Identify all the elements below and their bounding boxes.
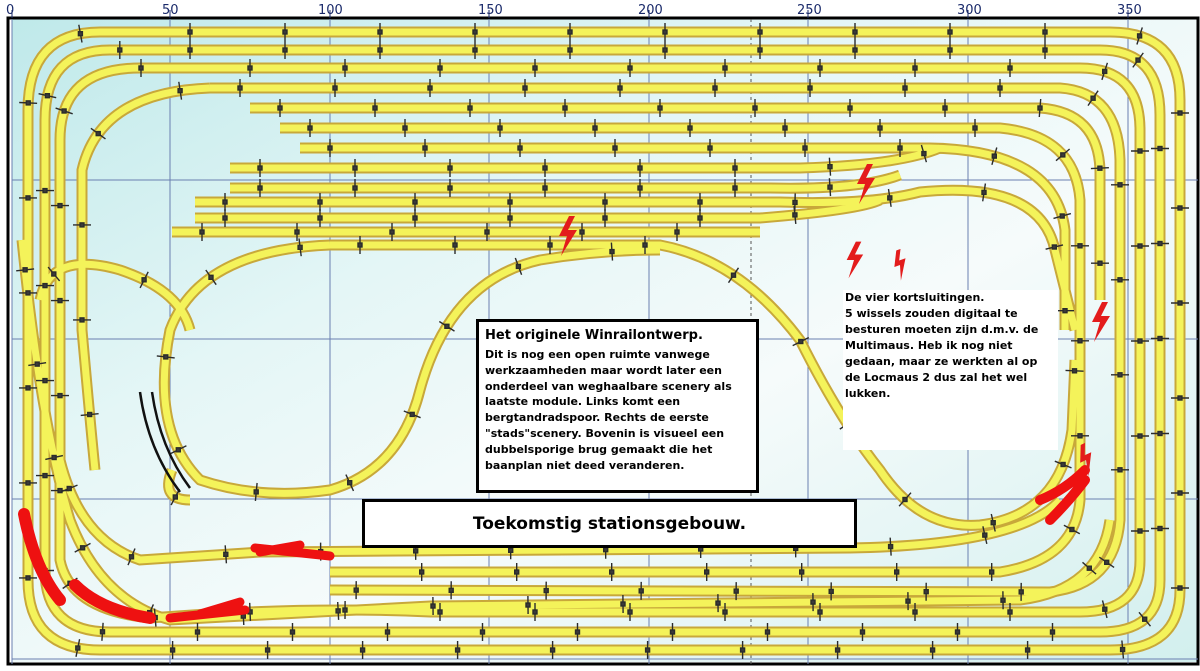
track-joint-marker: [1136, 58, 1140, 62]
design-note-line: Dit is nog een open ruimte vanwege: [485, 348, 710, 361]
track-joint-marker: [800, 570, 804, 574]
track-joint-marker: [26, 101, 30, 105]
track-joint-marker: [543, 166, 547, 170]
track-joint-marker: [924, 590, 928, 594]
ruler-label-350: 350: [1117, 3, 1142, 18]
ruler-label-300: 300: [957, 3, 982, 18]
track-joint-marker: [580, 230, 584, 234]
track-joint-marker: [1078, 339, 1082, 343]
track-joint-marker: [1118, 183, 1122, 187]
track-joint-marker: [258, 186, 262, 190]
track-joint-marker: [52, 272, 56, 276]
track-joint-marker: [628, 66, 632, 70]
track-joint-marker: [171, 648, 175, 652]
design-note-line: baanplan niet deed veranderen.: [485, 458, 685, 472]
track-joint-marker: [224, 552, 228, 556]
track-joint-marker: [62, 109, 66, 113]
track-joint-marker: [758, 30, 762, 34]
track-joint-marker: [164, 355, 168, 359]
track-joint-marker: [618, 86, 622, 90]
track-joint-marker: [254, 490, 258, 494]
track-joint-marker: [80, 223, 84, 227]
track-joint-marker: [343, 66, 347, 70]
track-joint-marker: [1052, 245, 1056, 249]
track-joint-marker: [508, 216, 512, 220]
track-joint-marker: [544, 589, 548, 593]
track-joint-marker: [848, 106, 852, 110]
track-joint-marker: [982, 190, 986, 194]
track-joint-marker: [1070, 528, 1074, 532]
track-joint-marker: [1118, 468, 1122, 472]
track-joint-marker: [1143, 617, 1147, 621]
track-joint-marker: [414, 549, 418, 553]
track-joint-marker: [1158, 432, 1162, 436]
track-joint-marker: [613, 146, 617, 150]
track-joint-marker: [118, 48, 122, 52]
track-joint-marker: [328, 146, 332, 150]
track-joint-marker: [78, 32, 82, 36]
track-joint-marker: [278, 106, 282, 110]
track-joint-marker: [43, 379, 47, 383]
track-joint-marker: [295, 230, 299, 234]
track-joint-marker: [603, 200, 607, 204]
track-joint-marker: [1078, 434, 1082, 438]
track-joint-marker: [568, 30, 572, 34]
track-joint-marker: [1098, 261, 1102, 265]
track-joint-marker: [1008, 610, 1012, 614]
track-joint-marker: [643, 243, 647, 247]
track-joint-marker: [445, 324, 449, 328]
short-circuit-note-line: De vier kortsluitingen.: [845, 291, 985, 304]
track-joint-marker: [568, 48, 572, 52]
track-joint-marker: [705, 570, 709, 574]
track-joint-marker: [1158, 147, 1162, 151]
design-note-box: [476, 319, 759, 493]
track-joint-marker: [671, 630, 675, 634]
track-joint-marker: [593, 126, 597, 130]
short-circuit-note-line: de Locmaus 2 dus zal het wel: [845, 371, 1028, 384]
short-circuit-note-line: gedaan, maar ze werkten al op: [845, 355, 1038, 368]
track-joint-marker: [943, 106, 947, 110]
track-joint-marker: [1121, 648, 1125, 652]
track-joint-marker: [1103, 69, 1107, 73]
track-joint-marker: [176, 448, 180, 452]
track-joint-marker: [610, 250, 614, 254]
track-joint-marker: [361, 648, 365, 652]
track-joint-marker: [1118, 278, 1122, 282]
track-joint-marker: [723, 66, 727, 70]
track-joint-marker: [298, 245, 302, 249]
track-joint-marker: [283, 30, 287, 34]
track-joint-marker: [913, 610, 917, 614]
track-joint-marker: [903, 498, 907, 502]
track-joint-marker: [563, 106, 567, 110]
track-joint-marker: [829, 589, 833, 593]
track-joint-marker: [604, 548, 608, 552]
track-joint-marker: [956, 630, 960, 634]
track-joint-marker: [853, 48, 857, 52]
track-joint-marker: [43, 189, 47, 193]
track-joint-marker: [318, 216, 322, 220]
track-joint-marker: [1098, 166, 1102, 170]
track-joint-marker: [130, 555, 134, 559]
track-joint-marker: [853, 30, 857, 34]
track-joint-marker: [456, 648, 460, 652]
track-joint-marker: [922, 152, 926, 156]
track-joint-marker: [449, 588, 453, 592]
track-joint-marker: [58, 204, 62, 208]
track-joint-marker: [991, 521, 995, 525]
track-joint-marker: [343, 608, 347, 612]
track-joint-marker: [990, 570, 994, 574]
track-joint-marker: [913, 66, 917, 70]
track-joint-marker: [413, 200, 417, 204]
design-note-line: dubbelsporige brug gemaakt die het: [485, 442, 713, 456]
track-joint-marker: [209, 275, 213, 279]
track-joint-marker: [548, 243, 552, 247]
track-joint-marker: [698, 200, 702, 204]
track-joint-marker: [1178, 491, 1182, 495]
track-joint-marker: [1060, 214, 1064, 218]
track-joint-marker: [793, 213, 797, 217]
design-note-line: werkzaamheden maar wordt later een: [485, 363, 722, 377]
track-joint-marker: [621, 602, 625, 606]
ruler-label-250: 250: [797, 3, 822, 18]
track-joint-marker: [1158, 242, 1162, 246]
track-joint-marker: [1061, 463, 1065, 467]
track-joint-marker: [43, 284, 47, 288]
track-joint-marker: [708, 146, 712, 150]
track-joint-marker: [783, 126, 787, 130]
track-joint-marker: [96, 132, 100, 136]
short-circuit-note-line: Multimaus. Heb ik nog niet: [845, 339, 1013, 352]
track-joint-marker: [88, 413, 92, 417]
track-joint-marker: [101, 630, 105, 634]
track-joint-marker: [753, 106, 757, 110]
track-joint-marker: [1078, 244, 1082, 248]
track-joint-marker: [734, 589, 738, 593]
design-note-line: onderdeel van weghaalbare scenery als: [485, 379, 732, 393]
track-joint-marker: [1008, 66, 1012, 70]
track-joint-marker: [139, 66, 143, 70]
short-circuit-note-line: 5 wissels zouden digitaal te: [845, 307, 1018, 320]
track-joint-marker: [26, 576, 30, 580]
track-joint-marker: [81, 546, 85, 550]
track-joint-marker: [378, 48, 382, 52]
track-joint-marker: [516, 264, 520, 268]
track-joint-marker: [196, 630, 200, 634]
track-joint-marker: [428, 86, 432, 90]
track-joint-marker: [1138, 149, 1142, 153]
track-joint-marker: [793, 200, 797, 204]
track-joint-marker: [610, 570, 614, 574]
track-joint-marker: [1038, 106, 1042, 110]
track-joint-marker: [1043, 30, 1047, 34]
track-joint-marker: [675, 230, 679, 234]
track-joint-marker: [1105, 560, 1109, 564]
track-joint-marker: [1043, 48, 1047, 52]
track-joint-marker: [948, 48, 952, 52]
track-joint-marker: [58, 394, 62, 398]
track-joint-marker: [1061, 153, 1065, 157]
track-joint-marker: [438, 610, 442, 614]
track-joint-marker: [1091, 96, 1095, 100]
track-joint-marker: [888, 196, 892, 200]
track-joint-marker: [818, 610, 822, 614]
track-joint-marker: [353, 186, 357, 190]
track-joint-marker: [473, 30, 477, 34]
track-joint-marker: [1158, 527, 1162, 531]
track-joint-marker: [1073, 369, 1077, 373]
track-joint-marker: [318, 200, 322, 204]
track-joint-marker: [188, 30, 192, 34]
track-joint-marker: [223, 216, 227, 220]
track-joint-marker: [1178, 111, 1182, 115]
track-joint-marker: [983, 533, 987, 537]
track-joint-marker: [413, 216, 417, 220]
short-circuit-note-line: besturen moeten zijn d.m.v. de: [845, 323, 1039, 336]
track-joint-marker: [390, 230, 394, 234]
track-joint-marker: [1158, 337, 1162, 341]
track-joint-marker: [576, 630, 580, 634]
track-joint-marker: [485, 230, 489, 234]
ruler-label-150: 150: [478, 3, 503, 18]
short-circuit-note-line: lukken.: [845, 387, 891, 400]
track-joint-marker: [448, 186, 452, 190]
track-joint-marker: [543, 186, 547, 190]
track-joint-marker: [43, 474, 47, 478]
track-joint-marker: [348, 481, 352, 485]
track-joint-marker: [733, 186, 737, 190]
track-joint-marker: [1178, 586, 1182, 590]
track-joint-marker: [52, 456, 56, 460]
track-joint-marker: [898, 146, 902, 150]
track-joint-marker: [515, 570, 519, 574]
track-joint-marker: [741, 648, 745, 652]
track-joint-marker: [200, 230, 204, 234]
track-joint-marker: [354, 588, 358, 592]
track-joint-marker: [906, 599, 910, 603]
track-joint-marker: [333, 86, 337, 90]
track-joint-marker: [35, 362, 39, 366]
track-joint-marker: [803, 146, 807, 150]
track-joint-marker: [1019, 590, 1023, 594]
track-joint-marker: [80, 318, 84, 322]
track-joint-marker: [931, 648, 935, 652]
track-joint-marker: [1138, 339, 1142, 343]
track-joint-marker: [58, 299, 62, 303]
ruler-label-0: 0: [6, 3, 15, 18]
track-joint-marker: [723, 610, 727, 614]
track-joint-marker: [818, 66, 822, 70]
track-joint-marker: [67, 487, 71, 491]
track-joint-marker: [1138, 34, 1142, 38]
track-joint-marker: [658, 106, 662, 110]
track-joint-marker: [518, 146, 522, 150]
track-joint-marker: [1178, 396, 1182, 400]
track-joint-marker: [889, 545, 893, 549]
track-joint-marker: [639, 589, 643, 593]
track-joint-marker: [509, 548, 513, 552]
track-joint-marker: [646, 648, 650, 652]
track-joint-marker: [76, 646, 80, 650]
track-joint-marker: [523, 86, 527, 90]
track-joint-marker: [498, 126, 502, 130]
ruler-label-50: 50: [162, 3, 179, 18]
track-joint-marker: [1178, 301, 1182, 305]
track-joint-marker: [26, 386, 30, 390]
track-joint-marker: [766, 630, 770, 634]
track-joint-marker: [1063, 309, 1067, 313]
track-joint-marker: [26, 291, 30, 295]
track-joint-marker: [223, 200, 227, 204]
track-joint-marker: [836, 648, 840, 652]
track-joint-marker: [1178, 206, 1182, 210]
track-joint-marker: [481, 630, 485, 634]
track-joint-marker: [878, 126, 882, 130]
design-note-line: bergtandradspoor. Rechts de eerste: [485, 411, 709, 425]
track-joint-marker: [733, 166, 737, 170]
track-joint-marker: [386, 630, 390, 634]
track-joint-marker: [248, 66, 252, 70]
track-joint-marker: [508, 200, 512, 204]
track-joint-marker: [423, 146, 427, 150]
ruler-label-100: 100: [318, 3, 343, 18]
track-joint-marker: [1138, 244, 1142, 248]
track-joint-marker: [1138, 434, 1142, 438]
track-joint-marker: [716, 601, 720, 605]
track-joint-marker: [799, 340, 803, 344]
track-joint-marker: [895, 570, 899, 574]
track-joint-marker: [808, 86, 812, 90]
track-joint-marker: [1087, 566, 1091, 570]
track-joint-marker: [1138, 529, 1142, 533]
track-joint-marker: [698, 216, 702, 220]
track-joint-marker: [26, 481, 30, 485]
track-joint-marker: [828, 165, 832, 169]
track-joint-marker: [410, 412, 414, 416]
track-joint-marker: [688, 126, 692, 130]
track-joint-marker: [533, 66, 537, 70]
track-joint-marker: [828, 185, 832, 189]
track-joint-marker: [45, 94, 49, 98]
track-joint-marker: [173, 495, 177, 499]
track-joint-marker: [973, 126, 977, 130]
track-joint-marker: [438, 66, 442, 70]
design-note-line: "stads"scenery. Bovenin is visueel een: [485, 426, 725, 440]
track-joint-marker: [861, 630, 865, 634]
short-circuit-note: [843, 290, 1058, 450]
track-joint-marker: [266, 648, 270, 652]
track-joint-marker: [473, 48, 477, 52]
track-joint-marker: [23, 268, 27, 272]
track-joint-marker: [1103, 607, 1107, 611]
track-joint-marker: [638, 166, 642, 170]
track-joint-marker: [353, 166, 357, 170]
track-joint-marker: [336, 609, 340, 613]
track-joint-marker: [448, 166, 452, 170]
track-joint-marker: [308, 126, 312, 130]
track-joint-marker: [903, 86, 907, 90]
track-joint-marker: [403, 126, 407, 130]
track-joint-marker: [1026, 648, 1030, 652]
track-joint-marker: [628, 610, 632, 614]
track-joint-marker: [663, 30, 667, 34]
track-joint-marker: [26, 196, 30, 200]
track-joint-marker: [453, 243, 457, 247]
track-joint-marker: [358, 243, 362, 247]
ruler-label-200: 200: [638, 3, 663, 18]
track-joint-marker: [283, 48, 287, 52]
track-joint-marker: [188, 48, 192, 52]
track-joint-marker: [142, 278, 146, 282]
track-joint-marker: [758, 48, 762, 52]
track-joint-marker: [258, 166, 262, 170]
track-joint-marker: [992, 154, 996, 158]
track-joint-marker: [238, 86, 242, 90]
track-joint-marker: [178, 89, 182, 93]
track-joint-marker: [431, 604, 435, 608]
track-joint-marker: [948, 30, 952, 34]
design-note-title: Het originele Winrailontwerp.: [485, 328, 703, 343]
station-building-label: Toekomstig stationsgebouw.: [362, 499, 857, 548]
track-joint-marker: [1118, 373, 1122, 377]
track-joint-marker: [638, 186, 642, 190]
track-joint-marker: [1001, 598, 1005, 602]
track-joint-marker: [420, 570, 424, 574]
track-joint-marker: [551, 648, 555, 652]
track-joint-marker: [732, 273, 736, 277]
design-note-line: laatste module. Links komt een: [485, 395, 681, 409]
track-joint-marker: [811, 600, 815, 604]
track-joint-marker: [526, 603, 530, 607]
track-joint-marker: [663, 48, 667, 52]
track-joint-marker: [378, 30, 382, 34]
track-joint-marker: [998, 86, 1002, 90]
track-joint-marker: [373, 106, 377, 110]
track-joint-marker: [1051, 630, 1055, 634]
track-joint-marker: [533, 610, 537, 614]
track-joint-marker: [291, 630, 295, 634]
track-joint-marker: [603, 216, 607, 220]
track-joint-marker: [713, 86, 717, 90]
track-joint-marker: [468, 106, 472, 110]
